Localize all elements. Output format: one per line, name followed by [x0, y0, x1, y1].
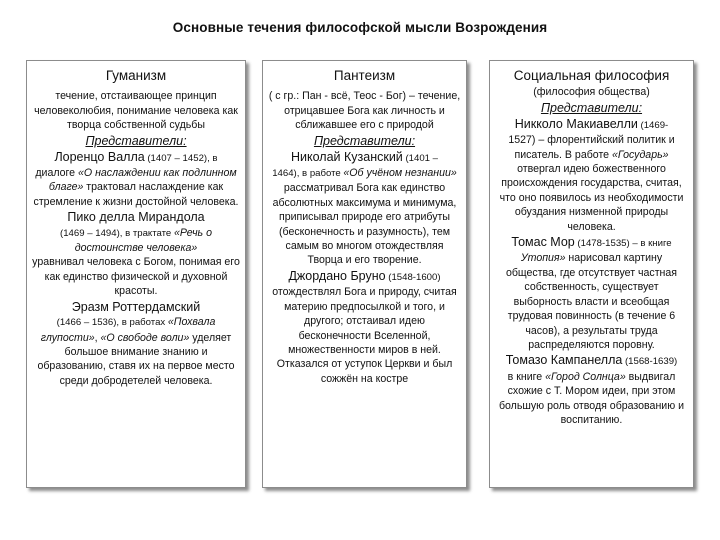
- representatives-label: Представители:: [540, 100, 643, 115]
- campanella-text-b: выдвигал схожие с Т. Мором идеи, при этом большую роль отводя образованию и воспитанию.: [498, 370, 685, 426]
- erasmus-work-2: «О свободе воли»: [100, 331, 190, 344]
- cusanus-text-b: рассматривал Бога как единство абсолютных максимума и минимума, приписывал природе его атрибуты (бесконечность и разумность), тем самым во многом отождествляя Творца и его творение.: [272, 182, 457, 267]
- representatives-label: Представители:: [313, 133, 416, 148]
- more-work: Утопия»: [520, 252, 566, 265]
- machiavelli-text-b: отвергал идею божественного происхождения государства, считая, что оно появилось из необходимости обуздания низменной природы человека.: [499, 163, 684, 233]
- mirandola-name: Пико делла Мирандола: [67, 210, 205, 225]
- mirandola-entry: [31, 209, 241, 298]
- erasmus-sep: ,: [94, 331, 101, 344]
- bruno-text: отождествлял Бога и природу, считая материю предпосылкой и того, и другого; отстаивал идею бесконечности Вселенной, множественности миров в ней. Отказался от уступок Церкви и был сожжён на костре: [272, 286, 457, 385]
- valla-text-a: диалоге: [35, 167, 78, 180]
- valla-entry: [31, 149, 241, 210]
- pantheism-column: [262, 60, 467, 488]
- campanella-entry: [494, 352, 689, 427]
- valla-dates: (1407 – 1452), в: [144, 152, 218, 164]
- social-subtitle: (философия общества): [533, 86, 650, 99]
- campanella-text-a: в книге: [507, 370, 546, 383]
- cusanus-work: «Об учёном незнании»: [343, 167, 457, 180]
- campanella-work: «Город Солнца»: [545, 370, 626, 383]
- erasmus-name: Эразм Роттердамский: [71, 299, 201, 314]
- erasmus-entry: [31, 299, 241, 388]
- social-heading: Социальная философия: [513, 68, 670, 83]
- machiavelli-work: «Государь»: [612, 148, 669, 161]
- campanella-dates: (1568-1639): [622, 356, 678, 368]
- more-entry: [494, 234, 689, 352]
- machiavelli-dates: (1469-: [637, 119, 669, 131]
- erasmus-text-b: уделяет большое внимание знанию и образованию, ставя их на первое место среди добродетелей человека.: [37, 331, 235, 387]
- erasmus-text-a: (1466 – 1536), в работах: [56, 317, 168, 329]
- campanella-name: Томазо Кампанелла: [505, 353, 623, 368]
- more-dates: (1478-1535) – в книге: [574, 238, 672, 250]
- bruno-entry: [267, 268, 462, 386]
- mirandola-text-b: уравнивал человека с Богом, понимая его как единство физической и духовной красоты.: [32, 256, 240, 298]
- cusanus-dates: (1401 –: [402, 152, 439, 164]
- erasmus-work-1: «Похвала глупости»: [40, 316, 216, 344]
- bruno-name: Джордано Бруно: [288, 268, 386, 283]
- cusanus-name: Николай Кузанский: [290, 149, 403, 164]
- pantheism-heading: Пантеизм: [333, 68, 396, 83]
- social-philosophy-column: [489, 60, 694, 488]
- mirandola-work: «Речь о достоинстве человека»: [74, 226, 212, 255]
- valla-work: «О наслаждении как подлинном благе»: [48, 167, 237, 194]
- humanism-definition: течение, отстаивающее принцип человеколюбия, понимание человека как творца собственной судьбы: [34, 90, 238, 132]
- machiavelli-entry: [494, 116, 689, 234]
- cusanus-text-a: 1464), в работе: [272, 168, 344, 180]
- humanism-column: [26, 60, 246, 488]
- humanism-heading: Гуманизм: [105, 68, 167, 83]
- valla-name: Лоренцо Валла: [54, 149, 145, 164]
- valla-text-b: трактовал наслаждение как стремление к жизни достойной человека.: [33, 181, 239, 208]
- bruno-dates: (1548-1600): [385, 271, 441, 283]
- pantheism-definition: ( с гр.: Пан - всё, Теос - Бог) – течение, отрицавшее Бога как личность и сближавшее его с природой: [268, 90, 461, 132]
- more-name: Томас Мор: [511, 235, 575, 250]
- mirandola-text-a: (1469 – 1494), в трактате: [60, 227, 174, 239]
- page-title: Основные течения философской мысли Возрождения: [172, 20, 548, 35]
- cusanus-entry: [267, 149, 462, 268]
- machiavelli-text-a: 1527) – флорентийский политик и писатель. В работе: [508, 134, 675, 161]
- more-text: нарисовал картину общества, где отсутствует частная собственность, существует выборность власти и всеобщая трудовая повинность (в течение 6 часов), а результаты труда распределяются поровну.: [505, 252, 678, 351]
- machiavelli-name: Никколо Макиавелли: [514, 116, 638, 131]
- representatives-label: Представители:: [85, 133, 187, 148]
